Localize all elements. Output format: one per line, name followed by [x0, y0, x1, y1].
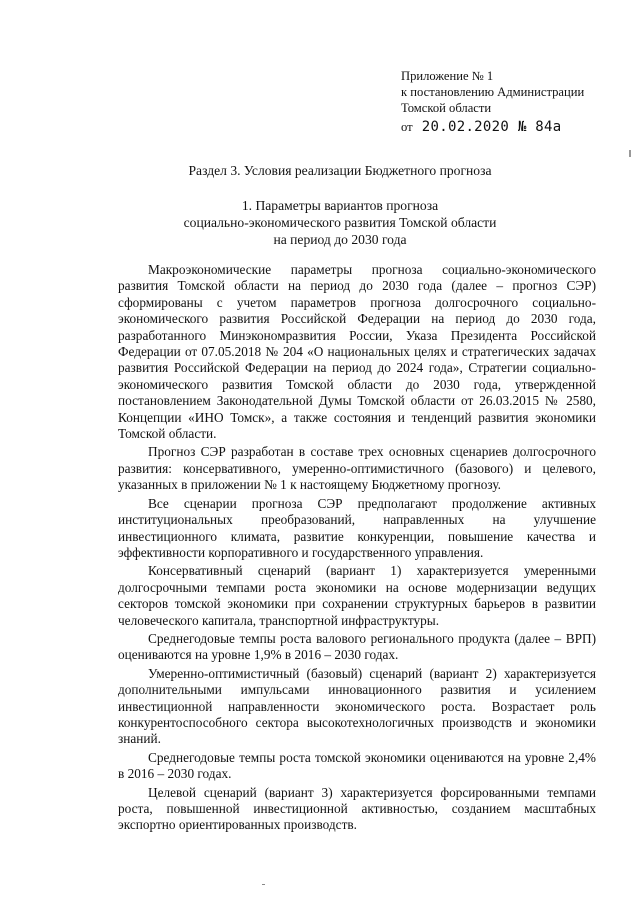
- subsection-title: [0, 197, 640, 248]
- stamp-region-line: Томской области: [401, 101, 492, 115]
- section-title: Раздел 3. Условия реализации Бюджетного прогноза: [188, 163, 492, 178]
- paragraph: Прогноз СЭР разработан в составе трех основных сценариев долгосрочного развития: консервативного, умеренно-оптимистичного (базового) и целевого, указанных в приложении № 1 к настоящему Бюджетному прогнозу.: [118, 444, 596, 493]
- paragraph: Умеренно-оптимистичный (базовый) сценарий (вариант 2) характеризуется дополнительными импульсами инновационного развития и усилением инвестиционной направленности экономического роста. Возрастает роль конкурентоспособного сектора высокотехнологичных производств и экономики знаний.: [118, 665, 596, 747]
- paragraph: Все сценарии прогноза СЭР предполагают продолжение активных институциональных преобразований, направленных на улучшение инвестиционного климата, развитие конкуренции, повышение качества и эффективности корпоративного и государственного управления.: [118, 495, 596, 560]
- scan-dot-mark: [262, 884, 265, 885]
- stamp-appendix-line: Приложение № 1: [401, 69, 494, 83]
- paragraph: Среднегодовые темпы роста томской экономики оцениваются на уровне 2,4% в 2016 – 2030 годах.: [118, 749, 596, 782]
- document-body: [118, 262, 596, 836]
- subsection-title-line-2: социально-экономического развития Томской области: [183, 215, 497, 230]
- subsection-title-line-3: на период до 2030 года: [273, 232, 407, 247]
- paragraph: Целевой сценарий (вариант 3) характеризуется форсированными темпами роста, повышенной инвестиционной активностью, созданием масштабных экспортно ориентированных производств.: [118, 784, 596, 833]
- subsection-title-line-1: 1. Параметры вариантов прогноза: [241, 198, 439, 213]
- stamp-date-prefix: от: [401, 120, 413, 134]
- stamp-date-value: 20.02.2020 № 84а: [421, 119, 562, 135]
- paragraph: Консервативный сценарий (вариант 1) характеризуется умеренными долгосрочными темпами роста экономики на основе модернизации ведущих секторов томской экономики при сохранении структурных барьеров в развитии человеческого капитала, транспортной инфраструктуры.: [118, 563, 596, 628]
- approval-stamp: [401, 68, 584, 135]
- paragraph: Среднегодовые темпы роста валового регионального продукта (далее – ВРП) оцениваются на уровне 1,9% в 2016 – 2030 годах.: [118, 630, 596, 663]
- paragraph: Макроэкономические параметры прогноза социально-экономического развития Томской области на период до 2030 года (далее – прогноз СЭР) сформированы с учетом параметров прогноза долгосрочного социально-экономического развития Российской Федерации на период до 2030 года, разработанного Минэкономразвития России, Указа Президента Российской Федерации от 07.05.2018 № 204 «О национальных целях и стратегических задачах развития Российской Федерации на период до 2024 года», Стратегии социально-экономического развития Томской области до 2030 года, утвержденной постановлением Законодательной Думы Томской области от 26.03.2015 № 2580, Концепции «ИНО Томск», а также состояния и тенденций развития экономики Томской области.: [118, 262, 596, 442]
- scan-edge-mark: [629, 150, 631, 157]
- stamp-resolution-line: к постановлению Администрации: [401, 85, 585, 99]
- stamp-date-line: [401, 119, 584, 135]
